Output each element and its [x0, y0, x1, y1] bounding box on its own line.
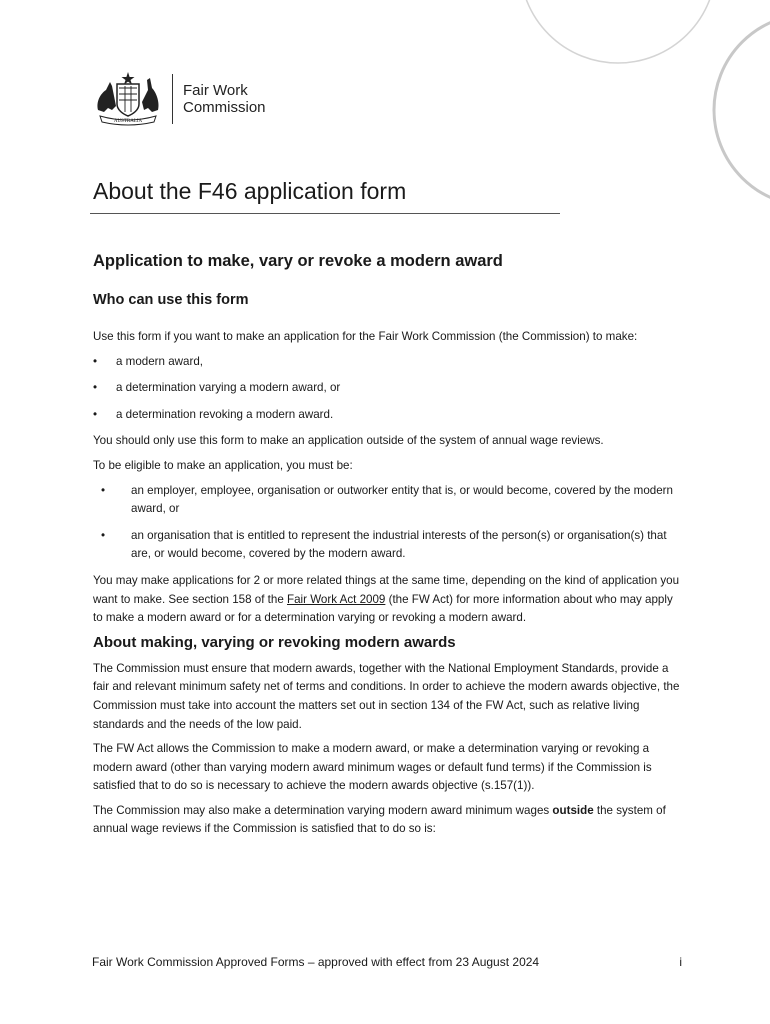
title-rule — [90, 213, 560, 214]
paragraph-fw-act: The FW Act allows the Commission to make a modern award, or make a determination varying or revoking a modern award (other than varying modern award minimum wages or default fund terms) if the Commission is satisfied that to do so is necessary to achieve the modern awards objective (s.157(1)). — [93, 742, 652, 793]
list-item: • a determination revoking a modern award. — [93, 406, 683, 425]
section-heading-about: About making, varying or revoking modern awards — [93, 633, 456, 651]
paragraph-minimum-wages — [93, 802, 683, 839]
main-heading: Application to make, vary or revoke a modern award — [93, 252, 503, 270]
page-number: i — [679, 955, 682, 969]
paragraph-eligible: To be eligible to make an application, you must be: — [93, 458, 353, 472]
bullet-list-make — [93, 353, 683, 425]
paragraph-related — [93, 572, 683, 628]
org-line-2: Commission — [183, 99, 266, 116]
list-item: • an employer, employee, organisation or outworker entity that is, or would become, covered by the modern award, or — [101, 482, 683, 519]
paragraph-only-use: You should only use this form to make an application outside of the system of annual wage reviews. — [93, 434, 604, 448]
section-heading-who: Who can use this form — [93, 292, 249, 308]
related-text-1: You may make applications for 2 or more related things at the same time, depending on the kind of application you want to make. See section 158 of the — [93, 573, 680, 606]
header-logo — [92, 70, 266, 128]
crest-label: AUSTRALIA — [113, 119, 143, 124]
list-item: • a determination varying a modern award, or — [93, 379, 683, 398]
paragraph-commission-ensure: The Commission must ensure that modern awards, together with the National Employment Standards, provide a fair and relevant minimum safety net of terms and conditions. In order to achieve the modern awards objective, the Commission must take into account the matters set out in section 134 of the FW Act, such as relative living standards and the needs of the low paid. — [93, 661, 680, 731]
document-title: About the F46 application form — [93, 178, 407, 204]
org-line-1: Fair Work — [183, 82, 248, 99]
coat-of-arms-icon — [92, 70, 164, 128]
fair-work-act-link[interactable]: Fair Work Act 2009 — [287, 592, 386, 606]
bullet-list-eligible — [101, 482, 683, 564]
header-divider — [172, 74, 173, 124]
footer-text: Fair Work Commission Approved Forms – approved with effect from 23 August 2024 — [92, 955, 540, 969]
minimum-wages-text-2: the system of annual wage reviews if the Commission is satisfied that to do so is: — [93, 803, 666, 836]
outside-emphasis: outside — [552, 803, 594, 817]
list-item: • an organisation that is entitled to represent the industrial interests of the person(s) or organisation(s) that are, or would become, covered by the modern award. — [101, 527, 683, 564]
page-footer — [92, 955, 682, 969]
minimum-wages-text-1: The Commission may also make a determination varying modern award minimum wages — [93, 803, 553, 817]
organisation-name — [183, 82, 266, 116]
list-item: • a modern award, — [93, 353, 683, 372]
document-body — [93, 252, 683, 845]
paragraph-intro: Use this form if you want to make an application for the Fair Work Commission (the Commission) to make: — [93, 330, 638, 343]
related-text-2: (the FW Act) for more information about who may apply to make a modern award or for a determination varying or revoking a modern award. — [93, 592, 673, 625]
